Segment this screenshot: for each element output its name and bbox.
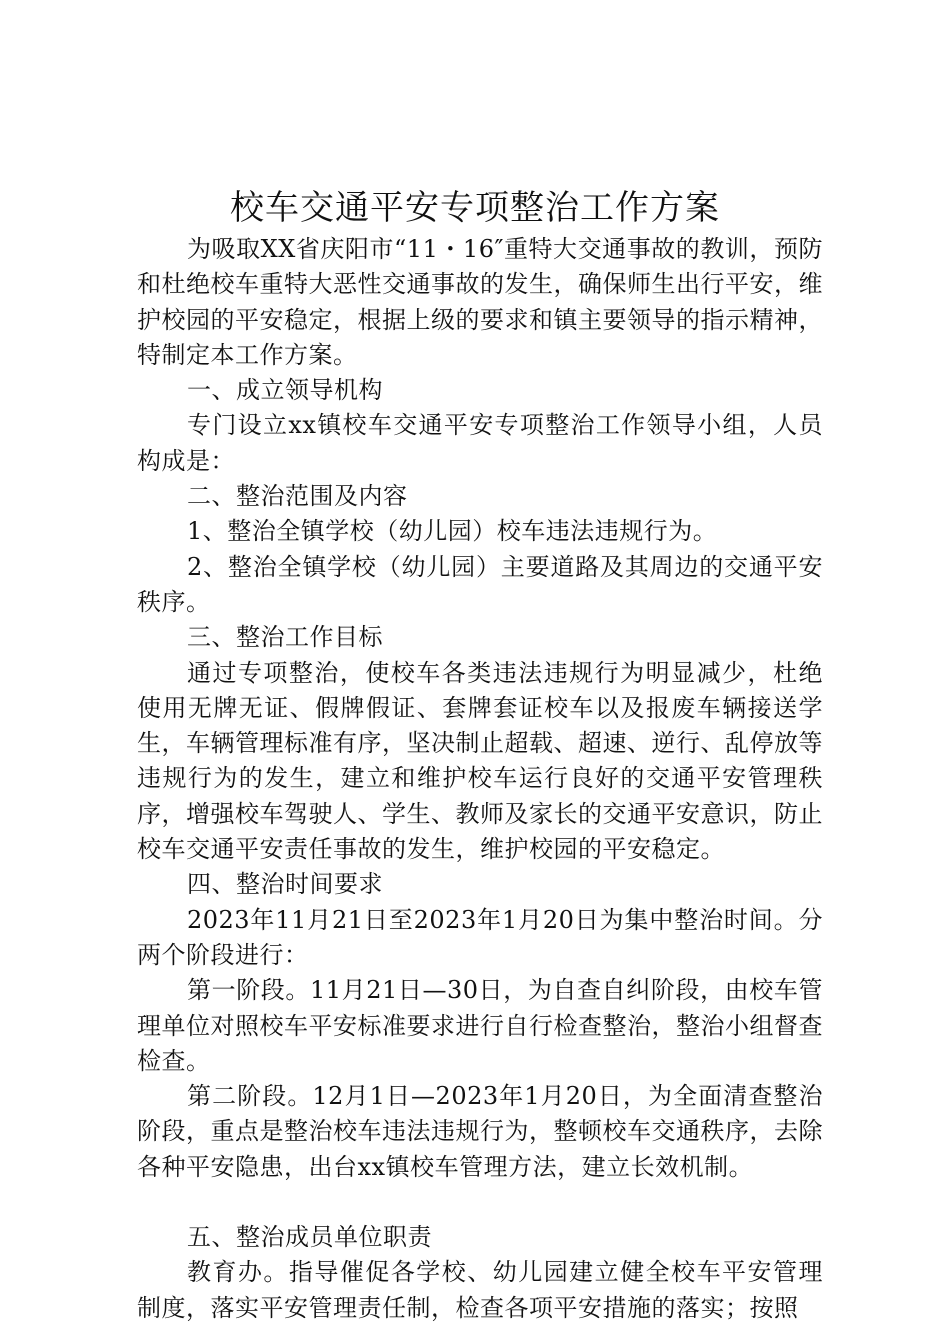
list-item: 2、整治全镇学校（幼儿园）主要道路及其周边的交通平安秩序。 bbox=[137, 552, 823, 616]
paragraph: 通过专项整治，使校车各类违法违规行为明显减少，杜绝使用无牌无证、假牌假证、套牌套证校车以及报废车辆接送学生，车辆管理标准有序，坚决制止超载、超速、逆行、乱停放等违规行为的发生，建立和维护校车运行良好的交通平安管理秩序，增强校车驾驶人、学生、教师及家长的交通平安意识，防止校车交通平安责任事故的发生，维护校园的平安稳定。 bbox=[137, 658, 823, 864]
section-heading-4: 四、整治时间要求 bbox=[187, 870, 383, 899]
list-item: 1、整治全镇学校（幼儿园）校车违法违规行为。 bbox=[187, 517, 718, 546]
document-body bbox=[137, 232, 823, 1326]
section-heading-3: 三、整治工作目标 bbox=[187, 623, 383, 652]
paragraph: 2023年11月21日至2023年1月20日为集中整治时间。分两个阶段进行： bbox=[137, 905, 823, 969]
document-title: 校车交通平安专项整治工作方案 bbox=[230, 188, 720, 228]
section-heading-5: 五、整治成员单位职责 bbox=[187, 1223, 432, 1252]
paragraph: 第一阶段。11月21日—30日，为自查自纠阶段，由校车管理单位对照校车平安标准要求进行自行检查整治，整治小组督查检查。 bbox=[137, 976, 823, 1075]
paragraph: 专门设立xx镇校车交通平安专项整治工作领导小组，人员构成是： bbox=[137, 411, 823, 475]
section-heading-2: 二、整治范围及内容 bbox=[187, 482, 408, 511]
paragraph: 第二阶段。12月1日—2023年1月20日，为全面清查整治阶段，重点是整治校车违法违规行为，整顿校车交通秩序，去除各种平安隐患，出台xx镇校车管理方法，建立长效机制。 bbox=[137, 1082, 823, 1181]
section-heading-1: 一、成立领导机构 bbox=[187, 376, 383, 405]
intro-paragraph: 为吸取XX省庆阳市“11・16″重特大交通事故的教训，预防和杜绝校车重特大恶性交通事故的发生，确保师生出行平安，维护校园的平安稳定，根据上级的要求和镇主要领导的指示精神，特制定本工作方案。 bbox=[137, 235, 823, 369]
paragraph: 教育办。指导催促各学校、幼儿园建立健全校车平安管理制度，落实平安管理责任制，检查各项平安措施的落实；按照 bbox=[137, 1258, 823, 1322]
